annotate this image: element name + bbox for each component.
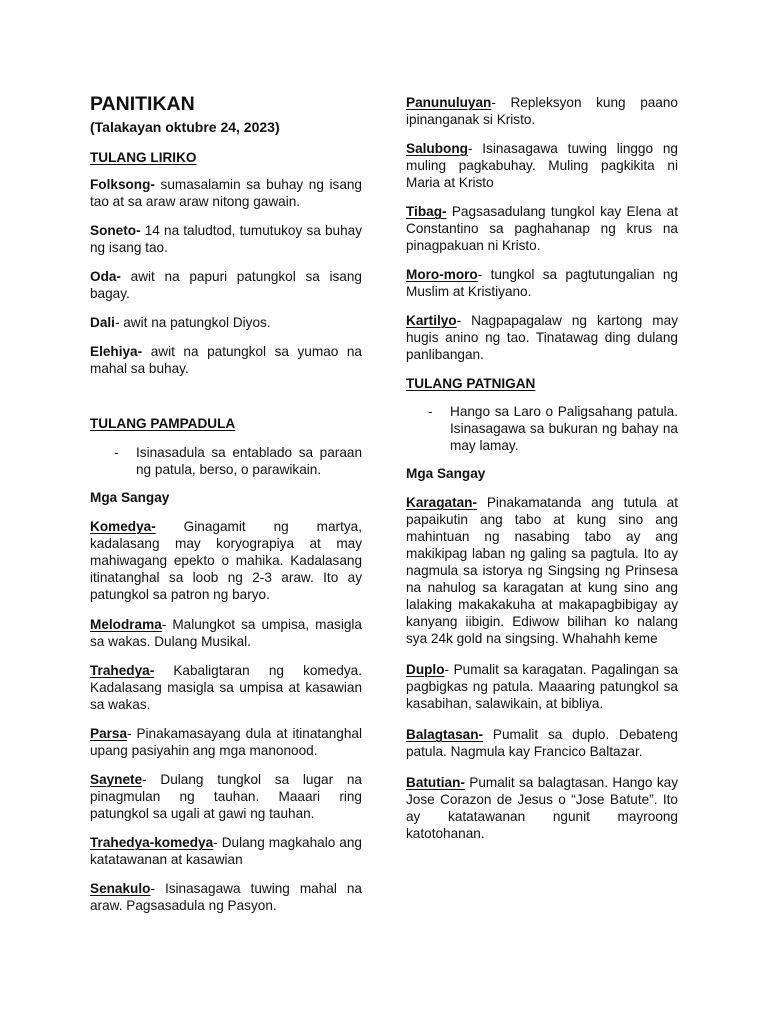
entry-salubong <box>406 140 678 191</box>
term-karagatan: Karagatan- <box>406 495 478 510</box>
heading-mga-sangay: Mga Sangay <box>90 490 170 505</box>
bullet-dash: - <box>114 445 119 460</box>
term-duplo: Duplo <box>406 662 445 677</box>
def-trahedya: Kabaligtaran ng komedya. Kadalasang masigla sa umpisa at kasawian sa wakas. <box>90 663 362 712</box>
entry-batutian <box>406 774 678 842</box>
def-salubong: - Isinasagawa tuwing linggo ng muling pagkabuhay. Muling pagkikita ni Maria at Kristo <box>406 141 678 190</box>
entry-duplo <box>406 661 678 712</box>
term-balagtasan: Balagtasan- <box>406 727 484 742</box>
bullet-text: Hango sa Laro o Paligsahang patula. Isinasagawa sa bukuran ng bahay na may lamay. <box>450 404 678 453</box>
term-senakulo: Senakulo <box>90 881 151 896</box>
heading-tulang-liriko: TULANG LIRIKO <box>90 150 197 165</box>
page-title: PANITIKAN <box>90 93 195 115</box>
entry-panunuluyan <box>406 94 678 128</box>
term-melodrama: Melodrama <box>90 617 162 632</box>
term-moro-moro: Moro-moro <box>406 267 478 282</box>
entry-melodrama <box>90 616 362 650</box>
def-trahedya-komedya: - Dulang magkahalo ang katatawanan at kasawian <box>90 835 362 867</box>
def-parsa: - Pinakamasayang dula at itinatanghal upang pasiyahin ang mga manonood. <box>90 726 362 758</box>
term-trahedya: Trahedya- <box>90 663 155 678</box>
def-panunuluyan: - Repleksyon kung paano ipinanganak si Kristo. <box>406 95 678 127</box>
heading-tulang-patnigan: TULANG PATNIGAN <box>406 376 536 391</box>
entry-trahedya <box>90 662 362 713</box>
term-tibag: Tibag- <box>406 204 447 219</box>
def-folksong: sumasalamin sa buhay ng isang tao at sa araw araw nitong gawain. <box>90 177 362 209</box>
def-kartilyo: - Nagpapagalaw ng kartong may hugis anino ng tao. Tinatawag ding dulang panlibangan. <box>406 313 678 362</box>
entry-kartilyo <box>406 312 678 363</box>
def-batutian: Pumalit sa balagtasan. Hango kay Jose Corazon de Jesus o “Jose Batute”. Ito ay katatawanan ngunit mayroong katotohanan. <box>406 775 678 841</box>
term-saynete: Saynete <box>90 772 143 787</box>
term-panunuluyan: Panunuluyan <box>406 95 492 110</box>
term-elehiya: Elehiya- <box>90 344 143 359</box>
term-dali: Dali <box>90 315 115 330</box>
page-subtitle: (Talakayan oktubre 24, 2023) <box>90 119 280 135</box>
term-parsa: Parsa <box>90 726 128 741</box>
term-soneto: Soneto- <box>90 223 141 238</box>
def-saynete: - Dulang tungkol sa lugar na pinagmulan ng tauhan. Maaari ring patungkol sa ugali at gawi ng tauhan. <box>90 772 362 821</box>
entry-dali <box>90 314 362 331</box>
heading-mga-sangay: Mga Sangay <box>406 466 486 481</box>
entry-folksong <box>90 176 362 210</box>
bullet-pampadula <box>114 444 362 478</box>
def-elehiya: awit na patungkol sa yumao na mahal sa buhay. <box>90 344 362 376</box>
def-karagatan: Pinakamatanda ang tutula at papaikutin ang tabo at kung sino ang mahintuan ng nasabing tabo ay ang makikipag laban ng galing sa pagtula. Ito ay nagmula sa istorya ng Singsing ng Prinsesa na nahulog sa karagatan at kung sino ang lalaking makakakuha at makapagbibigay ay kanyang iibigin. Ediwow bilihan ko nalang sya 24k gold na singsing. Whahahh keme <box>406 495 678 646</box>
term-oda: Oda- <box>90 269 121 284</box>
entry-karagatan <box>406 494 678 647</box>
entry-saynete <box>90 771 362 822</box>
entry-senakulo <box>90 880 362 914</box>
def-oda: awit na papuri patungkol sa isang bagay. <box>90 269 362 301</box>
entry-komedya <box>90 518 362 603</box>
term-trahedya-komedya: Trahedya-komedya <box>90 835 214 850</box>
def-melodrama: - Malungkot sa umpisa, masigla sa wakas. Dulang Musikal. <box>90 617 362 649</box>
entry-trahedya-komedya <box>90 834 362 868</box>
entry-oda <box>90 268 362 302</box>
entry-parsa <box>90 725 362 759</box>
term-komedya: Komedya- <box>90 519 156 534</box>
bullet-patnigan <box>428 403 678 454</box>
term-folksong: Folksong- <box>90 177 155 192</box>
term-kartilyo: Kartilyo <box>406 313 457 328</box>
def-tibag: Pagsasadulang tungkol kay Elena at Constantino sa paghahanap ng krus na pinagpakuan ni Kristo. <box>406 204 678 253</box>
def-moro-moro: - tungkol sa pagtutungalian ng Muslim at Kristiyano. <box>406 267 678 299</box>
heading-tulang-pampadula: TULANG PAMPADULA <box>90 416 236 431</box>
entry-soneto <box>90 222 362 256</box>
entry-tibag <box>406 203 678 254</box>
bullet-dash: - <box>428 404 433 419</box>
def-dali: - awit na patungkol Diyos. <box>114 315 271 330</box>
term-salubong: Salubong <box>406 141 468 156</box>
entry-balagtasan <box>406 726 678 760</box>
entry-moro-moro <box>406 266 678 300</box>
def-senakulo: - Isinasagawa tuwing mahal na araw. Pagsasadula ng Pasyon. <box>90 881 362 913</box>
entry-elehiya <box>90 343 362 377</box>
def-duplo: - Pumalit sa karagatan. Pagalingan sa pagbigkas ng patula. Maaaring patungkol sa kasabihan, salawikain, at bibliya. <box>406 662 678 711</box>
def-balagtasan: Pumalit sa duplo. Debateng patula. Nagmula kay Francico Baltazar. <box>406 727 678 759</box>
bullet-text: Isinasadula sa entablado sa paraan ng patula, berso, o parawikain. <box>136 445 362 477</box>
def-komedya: Ginagamit ng martya, kadalasang may koryograpiya at may mahiwagang epekto o mahika. Kadalasang itinatanghal sa loob ng 2-3 araw. Ito ay patungkol sa patron ng baryo. <box>90 519 362 602</box>
def-soneto: 14 na taludtod, tumutukoy sa buhay ng isang tao. <box>90 223 362 255</box>
term-batutian: Batutian- <box>406 775 465 790</box>
